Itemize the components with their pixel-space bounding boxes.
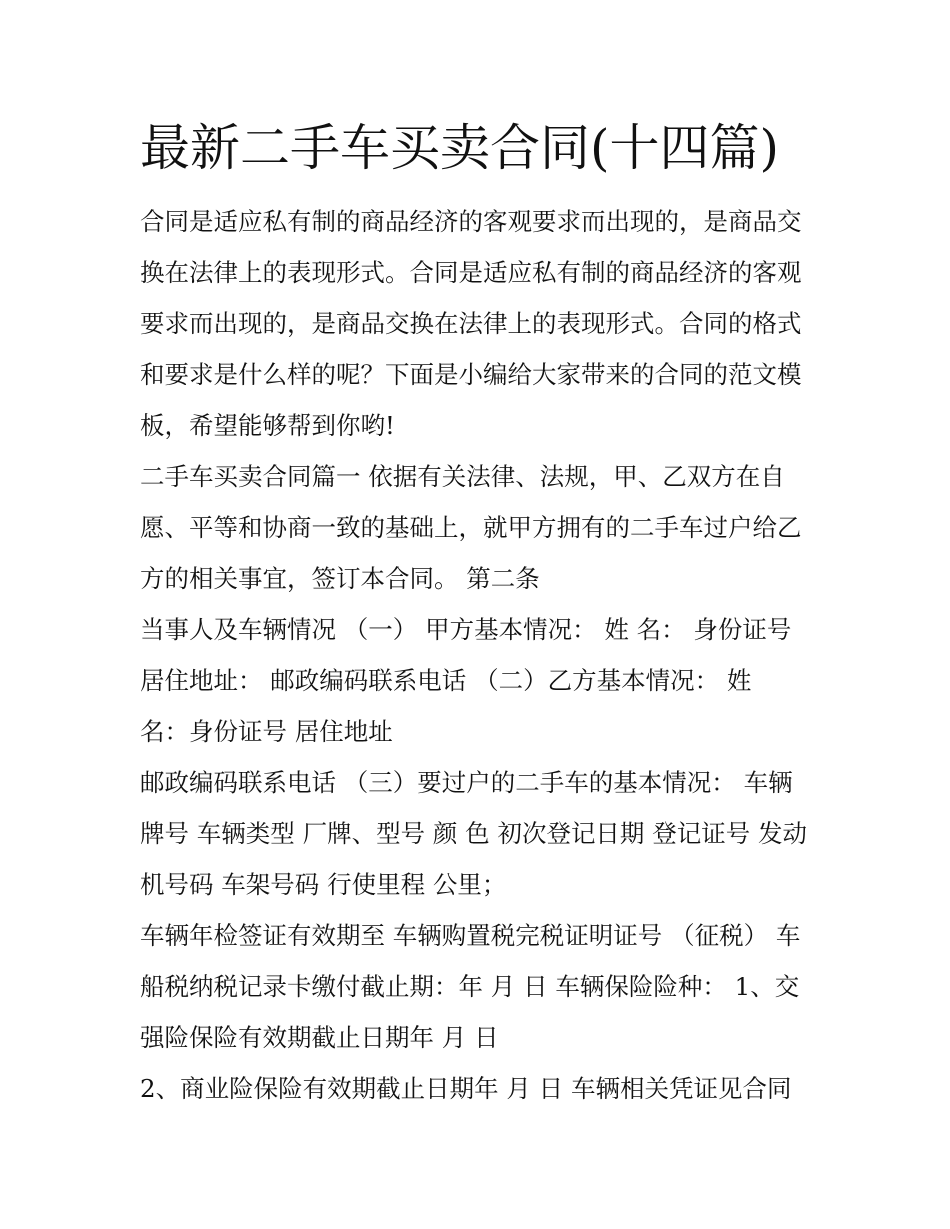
body-line: 邮政编码联系电话 （三）要过户的二手车的基本情况： 车辆 xyxy=(140,768,793,797)
body-line: 愿、平等和协商一致的基础上，就甲方拥有的二手车过户给乙 xyxy=(140,513,802,542)
body-line: 2、商业险保险有效期截止日期年 月 日 车辆相关凭证见合同 xyxy=(140,1074,792,1103)
body-line: 机号码 车架号码 行使里程 公里； xyxy=(140,870,507,899)
body-line: 居住地址： 邮政编码联系电话 （二）乙方基本情况： 姓 xyxy=(140,666,752,695)
body-line: 方的相关事宜，签订本合同。 第二条 xyxy=(140,564,540,593)
body-line: 船税纳税记录卡缴付截止期：年 月 日 车辆保险险种： 1、交 xyxy=(140,972,800,1001)
document-title: 最新二手车买卖合同(十四篇) xyxy=(140,119,780,177)
body-line: 强险保险有效期截止日期年 月 日 xyxy=(140,1023,499,1052)
body-line: 和要求是什么样的呢？下面是小编给大家带来的合同的范文模 xyxy=(140,360,802,389)
body-line: 要求而出现的，是商品交换在法律上的表现形式。合同的格式 xyxy=(140,309,802,338)
body-line: 车辆年检签证有效期至 车辆购置税完税证明证号 （征税） 车 xyxy=(140,921,801,950)
body-line: 二手车买卖合同篇一 依据有关法律、法规，甲、乙双方在自 xyxy=(140,462,785,491)
body-line: 板，希望能够帮到你哟! xyxy=(140,411,395,440)
body-line: 换在法律上的表现形式。合同是适应私有制的商品经济的客观 xyxy=(140,258,802,287)
body-line: 牌号 车辆类型 厂牌、型号 颜 色 初次登记日期 登记证号 发动 xyxy=(140,819,808,848)
body-line: 合同是适应私有制的商品经济的客观要求而出现的，是商品交 xyxy=(140,207,802,236)
body-line: 当事人及车辆情况 （一） 甲方基本情况： 姓 名： 身份证号 xyxy=(140,615,792,644)
body-line: 名：身份证号 居住地址 xyxy=(140,717,393,746)
